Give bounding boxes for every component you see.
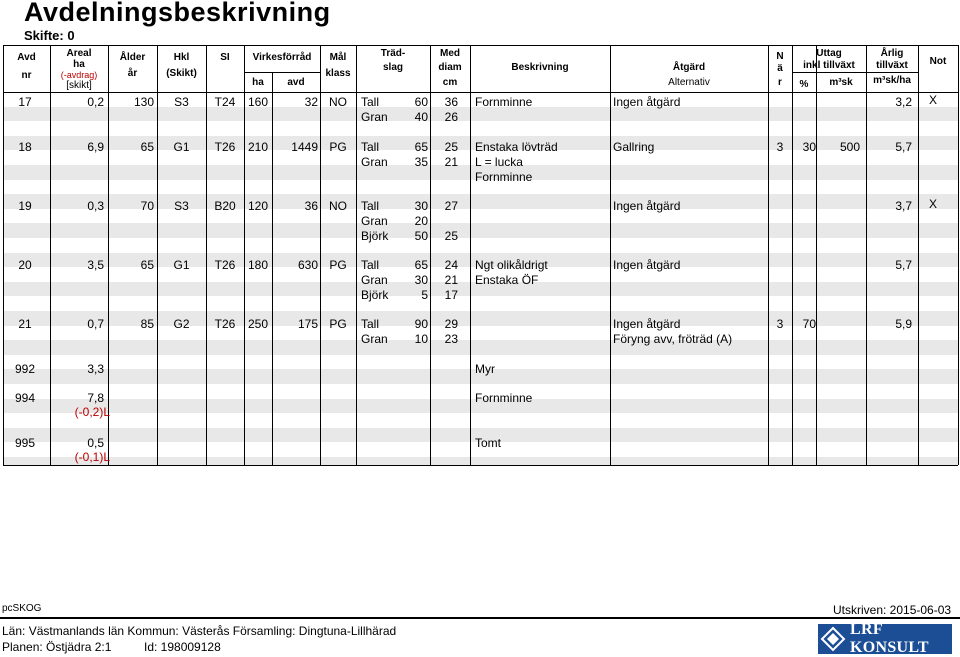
cell-beskrivning: L = lucka	[475, 155, 523, 169]
cell-tradslag-pct: 30	[414, 273, 428, 287]
header-areal-avdrag: (-avdrag)	[60, 70, 98, 80]
cell-atgard: Gallring	[613, 140, 655, 154]
header-hkl-skikt: (Skikt)	[166, 68, 197, 79]
header-m3skha: m³sk/ha	[873, 75, 911, 86]
cell-atgard: Ingen åtgärd	[613, 258, 681, 272]
header-alder-ar: år	[127, 68, 138, 79]
cell-not: X	[928, 197, 937, 211]
logo-text: LRF KONSULT	[850, 621, 929, 656]
cell-areal-avdrag: (-0,1)L	[74, 450, 110, 464]
cell-beskrivning: Enstaka ÖF	[475, 273, 539, 287]
header-nar-a: ä	[777, 63, 783, 74]
cell-vf-avd: 630	[297, 258, 318, 272]
cell-diam: 27	[444, 199, 458, 213]
cell-tradslag: Tall	[361, 140, 380, 154]
property-id: Id: 198009128	[144, 640, 221, 654]
header-uttag: Uttag	[816, 48, 842, 59]
cell-tradslag: Björk	[361, 288, 389, 302]
cell-nar: 3	[776, 140, 784, 154]
row-stripe	[3, 340, 958, 355]
cell-vf-avd: 1449	[291, 140, 318, 154]
cell-beskrivning: Ngt olikåldrigt	[475, 258, 548, 272]
cell-tradslag-pct: 20	[414, 214, 428, 228]
cell-atgard: Ingen åtgärd	[613, 199, 681, 213]
cell-tradslag-pct: 65	[414, 140, 428, 154]
column-line	[356, 45, 357, 465]
cell-tradslag-pct: 10	[414, 332, 428, 346]
column-line	[768, 45, 769, 465]
header-beskrivning: Beskrivning	[511, 62, 569, 73]
header-avd-nr: nr	[21, 70, 32, 81]
lrf-konsult-logo-icon	[820, 626, 846, 652]
header-uttag-pct: %	[799, 79, 809, 90]
header-areal-ha: ha	[73, 59, 85, 70]
cell-vf-ha: 120	[247, 199, 269, 213]
cell-areal: 3,3	[87, 362, 104, 376]
header-not: Not	[929, 56, 947, 67]
cell-diam: 17	[444, 288, 458, 302]
header-diam: diam	[438, 62, 462, 73]
cell-avd: 992	[14, 362, 36, 376]
cell-uttag-m3: 500	[839, 140, 860, 154]
header-tradslag: Träd-	[380, 48, 406, 59]
cell-vf-avd: 36	[304, 199, 318, 213]
cell-malklass: NO	[329, 199, 347, 213]
cell-tradslag: Gran	[361, 332, 388, 346]
cell-diam: 21	[444, 155, 458, 169]
cell-malklass: PG	[329, 317, 347, 331]
cell-tradslag: Björk	[361, 229, 389, 243]
row-stripe	[3, 457, 958, 465]
cell-not: X	[928, 93, 937, 107]
header-bottom-border	[3, 92, 958, 93]
cell-nar: 3	[776, 317, 784, 331]
program-name: pcSKOG	[2, 603, 42, 614]
cell-si: T26	[214, 140, 236, 154]
cell-vf-ha: 160	[247, 95, 269, 109]
cell-hkl: G2	[173, 317, 190, 331]
cell-tradslag-pct: 30	[414, 199, 428, 213]
cell-alder: 65	[140, 140, 154, 154]
cell-tradslag: Gran	[361, 214, 388, 228]
cell-tradslag-pct: 5	[421, 288, 428, 302]
cell-arlig: 3,7	[895, 199, 912, 213]
cell-tradslag-pct: 65	[414, 258, 428, 272]
subheader-line	[866, 72, 918, 73]
cell-vf-ha: 180	[247, 258, 269, 272]
header-mal: Mål	[329, 52, 347, 63]
cell-alder: 70	[140, 199, 154, 213]
cell-avd: 20	[18, 258, 32, 272]
header-med: Med	[440, 48, 460, 59]
location-info: Län: Västmanlands län Kommun: Västerås Församling: Dingtuna-Lillhärad	[2, 624, 397, 638]
column-line	[958, 45, 959, 465]
header-vf-avd: avd	[287, 77, 305, 88]
header-alder: Ålder	[119, 52, 146, 63]
cell-tradslag: Tall	[361, 258, 380, 272]
cell-atgard: Föryng avv, fröträd (A)	[613, 332, 733, 346]
cell-tradslag-pct: 90	[414, 317, 428, 331]
header-virkesforrad: Virkesförråd	[252, 52, 312, 63]
cell-diam: 26	[444, 110, 458, 124]
cell-malklass: PG	[329, 258, 347, 272]
cell-si: T26	[214, 258, 236, 272]
column-line	[816, 45, 817, 465]
cell-avd: 17	[18, 95, 32, 109]
cell-beskrivning: Myr	[475, 362, 495, 376]
cell-tradslag-pct: 35	[414, 155, 428, 169]
subheader-line	[244, 72, 320, 73]
cell-avd: 19	[18, 199, 32, 213]
header-uttag-inkl: inkl tillväxt	[803, 60, 855, 71]
cell-tradslag: Tall	[361, 199, 380, 213]
cell-beskrivning: Fornminne	[475, 170, 533, 184]
row-stripe	[3, 223, 958, 238]
cell-arlig: 5,7	[895, 258, 912, 272]
cell-malklass: PG	[329, 140, 347, 154]
header-vf-ha: ha	[252, 77, 264, 88]
cell-uttag-pct: 30	[802, 140, 816, 154]
cell-alder: 85	[140, 317, 154, 331]
cell-arlig: 5,9	[895, 317, 912, 331]
cell-areal: 0,3	[87, 199, 104, 213]
header-hkl: Hkl	[173, 52, 190, 63]
cell-tradslag: Gran	[361, 273, 388, 287]
cell-atgard: Ingen åtgärd	[613, 95, 681, 109]
cell-areal: 0,7	[87, 317, 104, 331]
cell-avd: 18	[18, 140, 32, 154]
cell-si: B20	[214, 199, 236, 213]
cell-arlig: 5,7	[895, 140, 912, 154]
header-cm: cm	[442, 77, 458, 88]
cell-avd: 994	[14, 391, 36, 405]
page-subtitle: Skifte: 0	[24, 28, 75, 43]
table-bottom-border	[3, 465, 958, 466]
cell-areal-avdrag: (-0,2)L	[74, 405, 110, 419]
cell-tradslag-pct: 50	[414, 229, 428, 243]
page-title: Avdelningsbeskrivning	[24, 0, 331, 27]
header-alternativ: Alternativ	[668, 77, 710, 88]
cell-beskrivning: Fornminne	[475, 95, 533, 109]
footer-divider	[0, 617, 960, 619]
cell-areal: 7,8	[87, 391, 104, 405]
cell-alder: 65	[140, 258, 154, 272]
cell-avd: 21	[18, 317, 32, 331]
column-line	[610, 45, 611, 465]
header-areal-skikt: [skikt]	[66, 80, 92, 91]
cell-diam: 36	[444, 95, 458, 109]
table-top-border	[3, 45, 958, 46]
cell-vf-ha: 250	[247, 317, 269, 331]
header-areal: Areal	[66, 48, 92, 59]
cell-beskrivning: Enstaka lövträd	[475, 140, 558, 154]
column-line	[918, 45, 919, 465]
cell-si: T26	[214, 317, 236, 331]
cell-vf-avd: 32	[304, 95, 318, 109]
header-si: SI	[220, 52, 230, 63]
cell-hkl: S3	[174, 199, 189, 213]
cell-tradslag: Gran	[361, 110, 388, 124]
cell-arlig: 3,2	[895, 95, 912, 109]
column-line	[792, 45, 793, 465]
cell-avd: 995	[14, 436, 36, 450]
cell-tradslag: Gran	[361, 155, 388, 169]
cell-atgard: Ingen åtgärd	[613, 317, 681, 331]
cell-areal: 0,2	[87, 95, 104, 109]
cell-tradslag-pct: 40	[414, 110, 428, 124]
header-nar-n: N	[776, 51, 784, 62]
plan-name: Planen: Östjädra 2:1	[2, 640, 112, 654]
cell-hkl: G1	[173, 140, 190, 154]
cell-diam: 25	[444, 229, 458, 243]
cell-vf-avd: 175	[297, 317, 318, 331]
cell-areal: 6,9	[87, 140, 104, 154]
cell-tradslag: Tall	[361, 317, 380, 331]
subheader-line	[792, 72, 866, 73]
cell-beskrivning: Tomt	[475, 436, 502, 450]
header-avd: Avd	[17, 52, 36, 63]
cell-vf-ha: 210	[247, 140, 269, 154]
header-arlig: Årlig	[880, 48, 904, 59]
print-date: Utskriven: 2015-06-03	[833, 603, 952, 617]
cell-uttag-pct: 70	[802, 317, 816, 331]
cell-diam: 21	[444, 273, 458, 287]
cell-malklass: NO	[329, 95, 347, 109]
cell-hkl: S3	[174, 95, 189, 109]
column-line	[470, 45, 471, 465]
cell-areal: 0,5	[87, 436, 104, 450]
cell-tradslag-pct: 60	[414, 95, 428, 109]
header-klass: klass	[325, 68, 351, 79]
cell-diam: 25	[444, 140, 458, 154]
header-nar-r: r	[778, 77, 782, 88]
cell-diam: 24	[444, 258, 458, 272]
cell-tradslag: Tall	[361, 95, 380, 109]
header-uttag-m3: m³sk	[829, 77, 853, 88]
header-tradslag-2: slag	[382, 62, 403, 73]
header-atgard: Åtgärd	[672, 62, 706, 73]
header-tillvaxt: tillväxt	[876, 60, 908, 71]
cell-hkl: G1	[173, 258, 190, 272]
cell-beskrivning: Fornminne	[475, 391, 533, 405]
cell-diam: 23	[444, 332, 458, 346]
cell-areal: 3,5	[87, 258, 104, 272]
cell-diam: 29	[444, 317, 458, 331]
lrf-konsult-logo	[818, 621, 952, 656]
cell-alder: 130	[133, 95, 154, 109]
cell-si: T24	[214, 95, 236, 109]
